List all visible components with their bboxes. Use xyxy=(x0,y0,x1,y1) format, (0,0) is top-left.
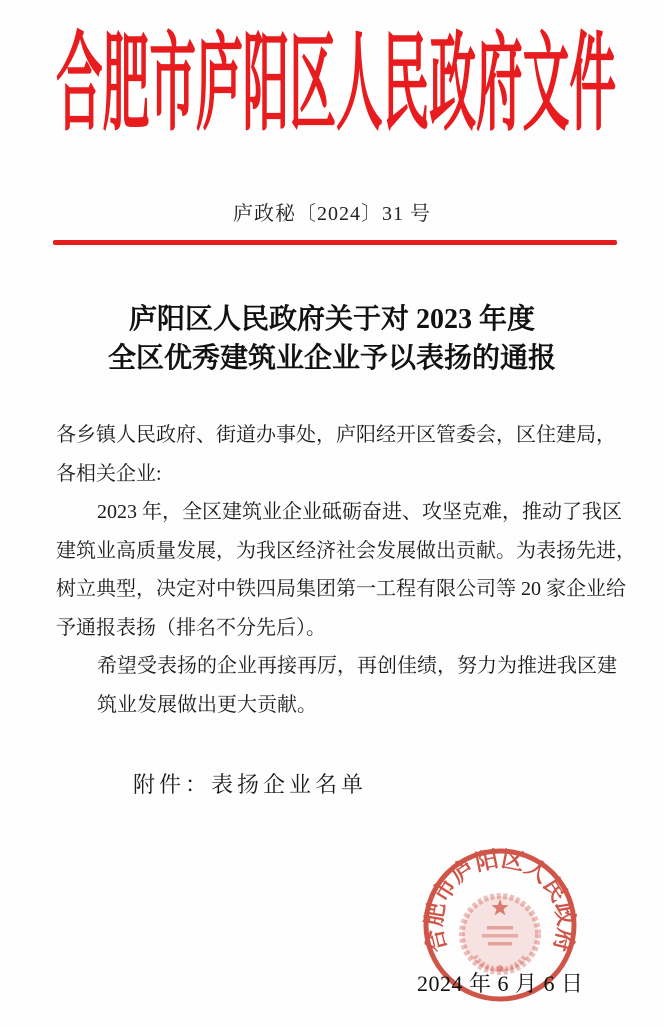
document-body xyxy=(56,416,636,724)
document-title xyxy=(0,300,664,378)
salutation-line: 各相关企业: xyxy=(56,462,162,485)
salutation-line: 各乡镇人民政府、街道办事处，庐阳经开区管委会，区住建局， xyxy=(56,424,616,446)
doc-number: 庐政秘〔2024〕31 号 xyxy=(233,203,431,225)
body-line: 建筑业高质量发展，为我区经济社会发展做出贡献。为表扬先进， xyxy=(56,539,636,562)
attachment-note: 附件：表扬企业名单 xyxy=(133,772,368,797)
body-line: 予通报表扬（排名不分先后）。 xyxy=(56,616,326,639)
seal-text: 合肥市庐阳区人民政府 xyxy=(421,846,579,955)
body-line: 筑业发展做出更大贡献。 xyxy=(97,693,317,716)
red-divider xyxy=(53,240,617,245)
body-line: 2023 年，全区建筑业企业砥砺奋进、攻坚克难，推动了我区 xyxy=(97,501,622,523)
emblem-bar xyxy=(487,926,513,930)
document-title-line2: 全区优秀建筑业企业予以表扬的通报 xyxy=(107,343,556,374)
national-emblem-star-icon xyxy=(462,896,538,972)
body-line: 树立典型，决定对中铁四局集团第一工程有限公司等 20 家企业给 xyxy=(56,578,626,600)
emblem-bar xyxy=(482,934,518,938)
emblem-bar xyxy=(488,942,512,946)
letterhead-title: 合肥市庐阳区人民政府文件 xyxy=(56,25,616,145)
date-line: 2024 年 6 月 6 日 xyxy=(417,971,584,996)
document-title-line1: 庐阳区人民政府关于对 2023 年度 xyxy=(128,304,535,335)
letterhead xyxy=(0,0,664,150)
body-line: 希望受表扬的企业再接再厉，再创佳绩，努力为推进我区建 xyxy=(97,655,617,677)
